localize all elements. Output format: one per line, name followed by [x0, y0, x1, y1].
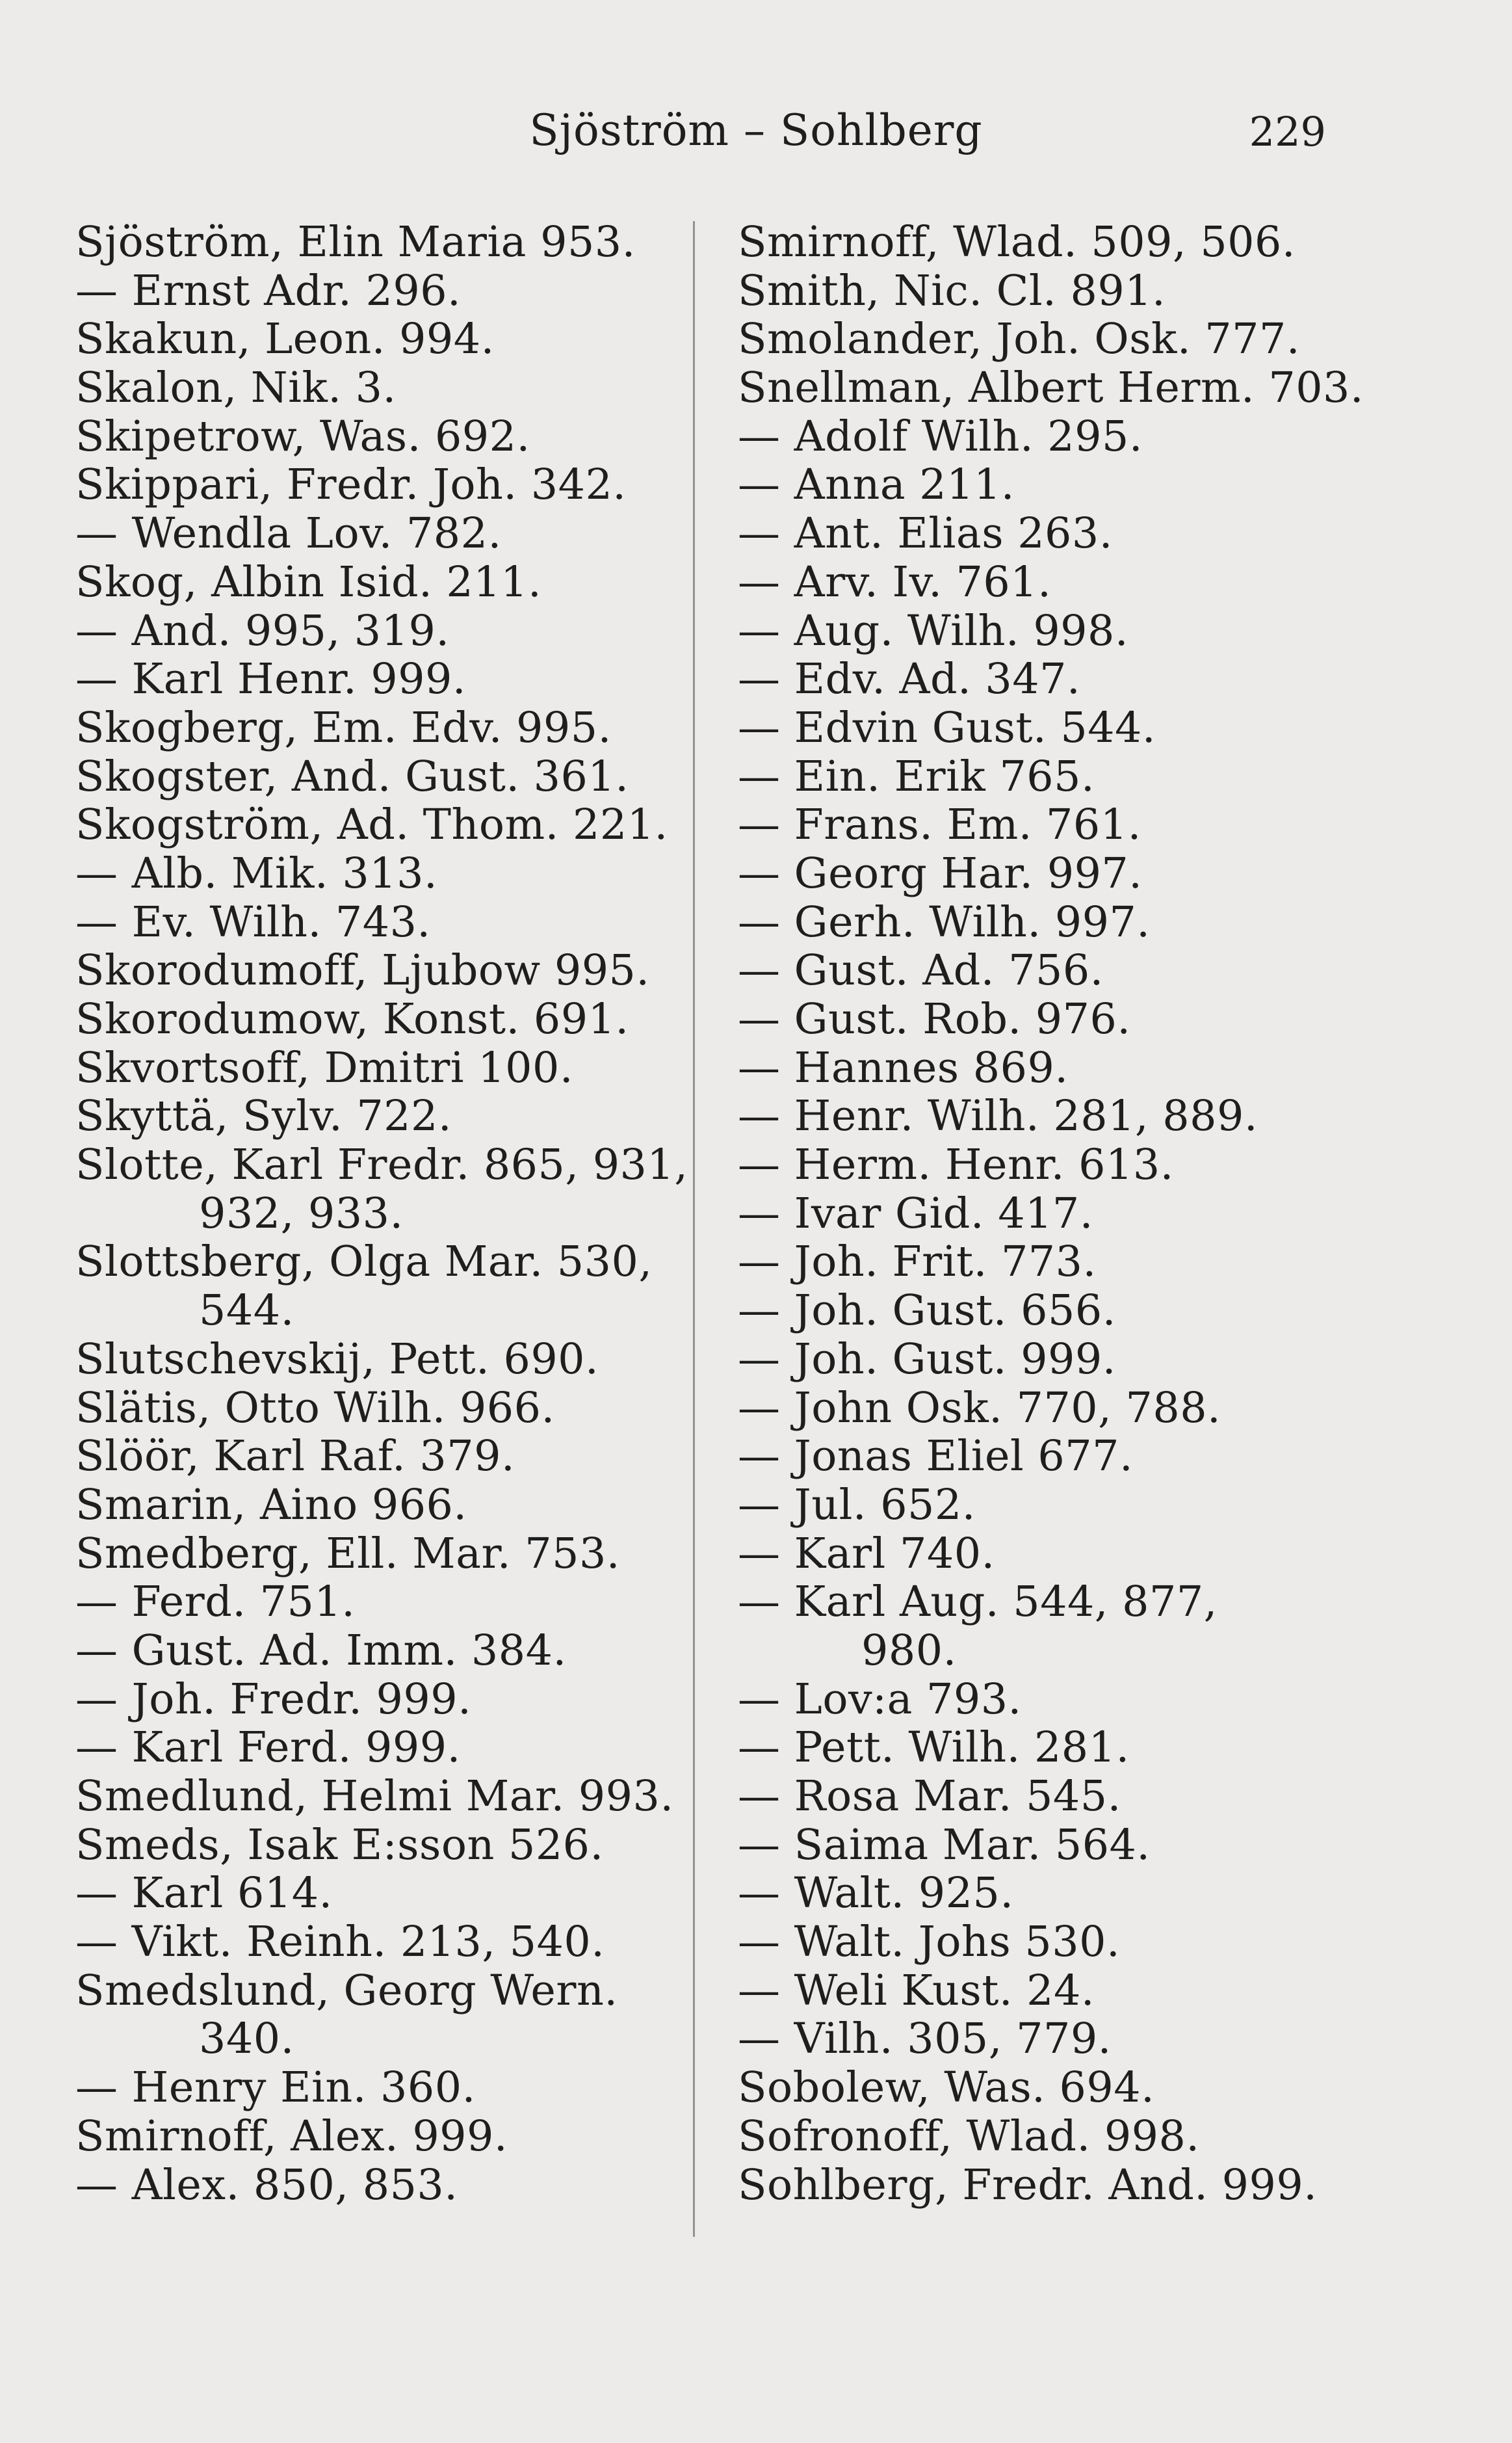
index-entry: — Ivar Gid. 417. — [738, 1189, 1093, 1238]
index-entry: — Karl 740. — [738, 1529, 995, 1578]
index-entry: — Georg Har. 997. — [738, 849, 1143, 898]
index-entry: Skorodumow, Konst. 691. — [75, 995, 629, 1044]
index-entry: — John Osk. 770, 788. — [738, 1383, 1221, 1433]
index-entry: — Henry Ein. 360. — [75, 2063, 476, 2113]
index-entry: Skogberg, Em. Edv. 995. — [75, 703, 612, 752]
index-entry: 980. — [861, 1626, 957, 1675]
index-entry: 544. — [199, 1286, 294, 1336]
running-head-title: Sjöström – Sohlberg — [529, 105, 983, 155]
index-entry: — Joh. Fredr. 999. — [75, 1674, 472, 1724]
index-entry: — Rosa Mar. 545. — [738, 1772, 1121, 1821]
index-entry: Smarin, Aino 966. — [75, 1480, 467, 1529]
index-entry: — Edvin Gust. 544. — [738, 703, 1156, 752]
index-entry: — Ein. Erik 765. — [738, 752, 1095, 801]
index-entry: — Joh. Gust. 999. — [738, 1334, 1116, 1384]
index-entry: Smeds, Isak E:sson 526. — [75, 1820, 604, 1869]
index-entry: — Gerh. Wilh. 997. — [738, 897, 1151, 947]
index-entry: — Walt. 925. — [738, 1869, 1014, 1918]
index-entry: Slottsberg, Olga Mar. 530, — [75, 1237, 653, 1287]
index-entry: — And. 995, 319. — [75, 606, 450, 655]
index-entry: — Weli Kust. 24. — [738, 1966, 1095, 2015]
index-entry: — Vikt. Reinh. 213, 540. — [75, 1918, 605, 1967]
index-entry: — Karl Aug. 544, 877, — [738, 1578, 1218, 1627]
index-entry: Smedlund, Helmi Mar. 993. — [75, 1772, 674, 1821]
index-entry: Skogster, And. Gust. 361. — [75, 752, 629, 801]
index-entry: — Wendla Lov. 782. — [75, 509, 502, 559]
index-entry: — Karl Ferd. 999. — [75, 1723, 461, 1773]
index-entry: — Arv. Iv. 761. — [738, 557, 1052, 607]
index-entry: — Joh. Gust. 656. — [738, 1286, 1116, 1336]
index-entry: — Jul. 652. — [738, 1480, 976, 1529]
index-entry: Skog, Albin Isid. 211. — [75, 557, 542, 607]
index-entry: — Alb. Mik. 313. — [75, 849, 438, 898]
index-entry: — Joh. Frit. 773. — [738, 1237, 1097, 1287]
index-entry: Skippari, Fredr. Joh. 342. — [75, 460, 627, 510]
index-entry: Skvortsoff, Dmitri 100. — [75, 1043, 573, 1092]
index-entry: — Adolf Wilh. 295. — [738, 412, 1143, 461]
index-entry: — Herm. Henr. 613. — [738, 1141, 1174, 1190]
column-divider — [693, 221, 695, 2237]
index-entry: Skogström, Ad. Thom. 221. — [75, 800, 668, 850]
page-number: 229 — [1249, 108, 1326, 155]
index-entry: — Edv. Ad. 347. — [738, 655, 1081, 704]
index-entry: Smolander, Joh. Osk. 777. — [738, 315, 1300, 364]
index-entry: — Aug. Wilh. 998. — [738, 606, 1129, 655]
index-entry: Slotte, Karl Fredr. 865, 931, — [75, 1141, 688, 1190]
index-entry: Smedslund, Georg Wern. — [75, 1966, 618, 2015]
left-index-column — [75, 218, 688, 2210]
index-entry: Sjöström, Elin Maria 953. — [75, 218, 636, 267]
index-entry: — Henr. Wilh. 281, 889. — [738, 1092, 1258, 1141]
index-entry: Smirnoff, Wlad. 509, 506. — [738, 218, 1296, 267]
index-entry: — Gust. Rob. 976. — [738, 995, 1131, 1044]
index-entry: — Walt. Johs 530. — [738, 1918, 1121, 1967]
index-entry: Slutschevskij, Pett. 690. — [75, 1334, 599, 1384]
index-entry: Slöör, Karl Raf. 379. — [75, 1432, 515, 1481]
index-entry: — Hannes 869. — [738, 1043, 1069, 1092]
index-entry: Skorodumoff, Ljubow 995. — [75, 946, 650, 996]
index-entry: — Lov:a 793. — [738, 1674, 1022, 1724]
index-entry: Skakun, Leon. 994. — [75, 315, 495, 364]
index-entry: — Anna 211. — [738, 460, 1015, 510]
index-entry: — Saima Mar. 564. — [738, 1820, 1151, 1869]
index-entry: — Gust. Ad. Imm. 384. — [75, 1626, 567, 1675]
index-entry: Sohlberg, Fredr. And. 999. — [738, 2160, 1318, 2210]
index-entry: — Karl 614. — [75, 1869, 333, 1918]
index-entry: Sofronoff, Wlad. 998. — [738, 2111, 1200, 2161]
index-entry: Sobolew, Was. 694. — [738, 2063, 1155, 2113]
index-entry: — Pett. Wilh. 281. — [738, 1723, 1130, 1773]
index-entry: — Karl Henr. 999. — [75, 655, 466, 704]
index-entry: — Frans. Em. 761. — [738, 800, 1141, 850]
index-entry: Skyttä, Sylv. 722. — [75, 1092, 452, 1141]
index-entry: Skalon, Nik. 3. — [75, 363, 397, 413]
right-index-column — [738, 218, 1364, 2210]
index-entry: Smith, Nic. Cl. 891. — [738, 266, 1166, 315]
index-entry: — Ernst Adr. 296. — [75, 266, 462, 315]
index-entry: — Ant. Elias 263. — [738, 509, 1113, 559]
index-entry: — Ferd. 751. — [75, 1578, 356, 1627]
index-entry: — Vilh. 305, 779. — [738, 2014, 1112, 2064]
index-entry: — Ev. Wilh. 743. — [75, 897, 431, 947]
index-entry: 340. — [199, 2014, 294, 2064]
index-entry: Skipetrow, Was. 692. — [75, 412, 530, 461]
index-entry: 932, 933. — [199, 1189, 404, 1238]
index-entry: Smirnoff, Alex. 999. — [75, 2111, 508, 2161]
index-entry: Smedberg, Ell. Mar. 753. — [75, 1529, 620, 1578]
index-entry: Slätis, Otto Wilh. 966. — [75, 1383, 555, 1433]
index-entry: — Jonas Eliel 677. — [738, 1432, 1134, 1481]
index-entry: — Gust. Ad. 756. — [738, 946, 1104, 996]
index-entry: — Alex. 850, 853. — [75, 2160, 458, 2210]
index-entry: Snellman, Albert Herm. 703. — [738, 363, 1364, 413]
